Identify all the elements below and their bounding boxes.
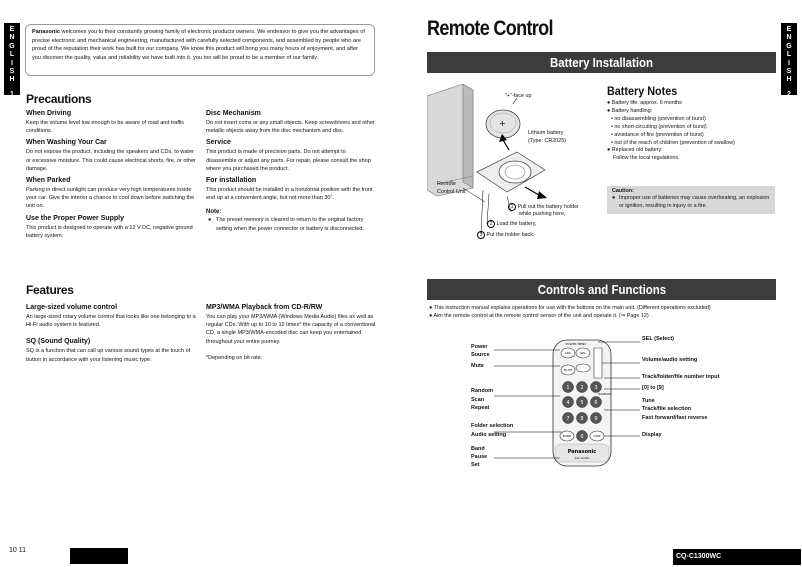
precaution-heading: For installation bbox=[206, 177, 257, 185]
remote-leader-lines bbox=[490, 336, 640, 476]
label-power: Power bbox=[471, 344, 488, 350]
model-number: CQ-C1300WC bbox=[673, 549, 801, 565]
step-number: 1 bbox=[508, 203, 516, 211]
key-1: 1 bbox=[566, 385, 570, 391]
intro-box bbox=[25, 24, 375, 76]
step-text: Put the holder back. bbox=[486, 232, 535, 238]
note-text: The preset memory is cleared to return to the original factory setting when the power connector or battery is disconnected. bbox=[216, 217, 364, 232]
face-up-label: "+"-face up bbox=[505, 93, 532, 99]
tab-letter: I bbox=[11, 59, 13, 67]
key-2: 2 bbox=[580, 385, 584, 391]
label-display: Display bbox=[642, 432, 662, 438]
bullet-item: ● Aim the remote control at the remote control sensor of the unit and operate it. (⇒ Page 12) bbox=[429, 313, 649, 320]
tab-letter: N bbox=[786, 34, 792, 42]
step-number: 2 bbox=[487, 220, 495, 228]
label-source: Source bbox=[471, 352, 490, 358]
tab-letter: S bbox=[9, 68, 15, 76]
step-2 bbox=[487, 220, 537, 228]
band-caption: BAND bbox=[562, 434, 572, 438]
note-item: ● Replaced old battery: bbox=[607, 147, 663, 154]
feature-text: You can play your MP3/WMA (Windows Media Audio) files as well as regular CDs. With up to 10 to 12 times* the capacity of a conventional CD, a single MP3/WMA-encoded disc can keep you entertained throughout your entire journey. bbox=[206, 314, 376, 345]
feature-heading: Large-sized volume control bbox=[26, 304, 118, 311]
remote-unit-illustration bbox=[427, 84, 473, 196]
tab-letter: N bbox=[9, 34, 15, 42]
feature-heading: MP3/WMA Playback from CD-R/RW bbox=[206, 304, 323, 311]
language-tab-left bbox=[4, 23, 20, 98]
tab-letter: S bbox=[786, 68, 792, 76]
model-caption: Car Audio bbox=[574, 456, 590, 460]
tab-letter: E bbox=[9, 26, 15, 33]
note-item: • no short-circuiting (prevention of burst) bbox=[611, 123, 707, 130]
remote-unit-label: Control Unit bbox=[437, 189, 466, 195]
leader-line bbox=[481, 190, 483, 234]
bullet-icon: ● bbox=[612, 195, 616, 202]
random-caption: RANDOM bbox=[598, 392, 612, 396]
precaution-text: This product should be installed in a horizontal position with the front end up at a convenient angle, but not more than 30˚. bbox=[206, 187, 373, 202]
precaution-heading: Service bbox=[206, 139, 231, 147]
label-folder-selection: Folder selection bbox=[471, 423, 514, 429]
feature-heading: SQ (Sound Quality) bbox=[26, 338, 91, 346]
leader-line bbox=[463, 188, 485, 202]
svg-text:+: + bbox=[499, 119, 506, 128]
note-item: ● Battery handling: bbox=[607, 107, 653, 114]
label-volume: Volume/audio setting bbox=[642, 357, 698, 363]
label-sel: SEL (Select) bbox=[642, 336, 674, 342]
key-8: 8 bbox=[580, 416, 584, 422]
feature-text: An large-sized rotary volume control that looks like one belonging to a Hi-Fi audio system is featured. bbox=[26, 314, 196, 329]
precaution-text: Do not expose the product, including the speakers and CDs, to water or excessive moisture. This could cause electrical shorts, fire, or other damage. bbox=[26, 149, 196, 172]
bullet-item: ● This instruction manual explains operations for use with the buttons on the main unit. (Different operations excluded) bbox=[429, 305, 711, 311]
note-item: • out of the reach of children (prevention of swallow) bbox=[611, 139, 735, 146]
tab-letter: G bbox=[786, 42, 792, 50]
footer-block bbox=[70, 548, 128, 564]
label-tune: Tune bbox=[642, 398, 655, 404]
caution-text: Improper use of batteries may cause overheating, an explosion or ignition, resulting in injury or a fire. bbox=[619, 195, 770, 209]
features-left-column bbox=[26, 300, 196, 364]
intro-text: welcomes you to their constantly growing family of electronic products owners. We endeavor to give you the advantages of precise electronic and mechanical engineering, manufactured with carefully selected components, and assembled by people who are proud of the reputation their work has built for our company. We know this product will bring you many hours of enjoyment, and after you discover the quality, value and reliability we have built into it, you too will be proud to be a member of our family. bbox=[32, 29, 365, 61]
tab-letter: G bbox=[9, 42, 15, 50]
note-item: Follow the local regulations. bbox=[613, 155, 680, 162]
step-1 bbox=[508, 203, 579, 211]
language-tab-right bbox=[781, 23, 797, 98]
key-5: 5 bbox=[580, 400, 584, 406]
remote-unit-label: Remote bbox=[437, 181, 456, 187]
battery-notes-title: Battery Notes bbox=[607, 84, 678, 98]
key-6: 6 bbox=[594, 400, 598, 406]
mute-caption: MUTE bbox=[563, 368, 573, 372]
battery-notes-list bbox=[607, 100, 777, 163]
label-0-to-9: [0] to [9] bbox=[642, 385, 664, 391]
lithium-label: Lithium battery bbox=[528, 130, 564, 136]
tab-letter: L bbox=[9, 51, 15, 59]
key-4: 4 bbox=[566, 400, 570, 406]
label-repeat: Repeat bbox=[471, 405, 490, 411]
power-caption: POWER MENU bbox=[565, 342, 587, 346]
sel-caption: SEL bbox=[580, 351, 586, 355]
label-fast-forward: Fast forward/fast reverse bbox=[642, 415, 708, 421]
label-number-input: Track/folder/file number input bbox=[642, 374, 720, 380]
battery-installation-bar bbox=[427, 52, 776, 73]
caution-label: Caution: bbox=[612, 188, 634, 194]
label-scan: Scan bbox=[471, 397, 485, 403]
label-set: Set bbox=[471, 462, 480, 468]
src-caption: SRC bbox=[565, 351, 571, 355]
step-number: 3 bbox=[477, 231, 485, 239]
label-mute: Mute bbox=[471, 363, 484, 369]
precaution-text: Do not insert coins or any small objects. Keep screwdrivers and other metallic objects away from the disc mechanism and disc. bbox=[206, 120, 375, 135]
note-item: • no disassembling (prevention of burst) bbox=[611, 115, 706, 122]
label-band: Band bbox=[471, 446, 485, 452]
key-9: 9 bbox=[594, 416, 598, 422]
battery-type-label: (Type: CR2025) bbox=[528, 138, 567, 144]
note-item: • avoidance of fire (prevention of burst) bbox=[611, 131, 704, 138]
note-label: Note: bbox=[206, 209, 222, 216]
caution-box bbox=[607, 186, 775, 214]
caution-row bbox=[612, 195, 770, 210]
footnote: *Depending on bit rate. bbox=[206, 354, 263, 361]
precautions-title: Precautions bbox=[26, 92, 92, 106]
precautions-left-column bbox=[26, 106, 196, 240]
precaution-text: This product is designed to operate with a 12 V DC, negative ground battery system. bbox=[26, 224, 193, 239]
note-item: ● Battery life: approx. 6 months bbox=[607, 100, 682, 106]
features-title: Features bbox=[26, 283, 74, 297]
brand-caption: Panasonic bbox=[567, 449, 597, 455]
section-bar-label: Controls and Functions bbox=[537, 282, 666, 297]
tab-letter: H bbox=[786, 76, 792, 84]
feature-text: SQ is a function that can call up various sound types at the touch of button in accordance with your listening music type. bbox=[26, 348, 191, 363]
step-text: Load the battery, bbox=[496, 221, 537, 227]
key-3: 3 bbox=[594, 385, 598, 391]
step-text: Pull out the battery holder bbox=[517, 204, 579, 210]
step-1-continued: while pushing here, bbox=[519, 211, 566, 217]
precaution-heading: Use the Proper Power Supply bbox=[26, 214, 125, 222]
tab-letter: H bbox=[9, 76, 15, 84]
precaution-text: This product is made of precision parts. Do not attempt to disassemble or adjust any parts. For repair, please consult the shop where you purchased the product. bbox=[206, 149, 371, 172]
tab-letter: L bbox=[786, 51, 792, 59]
coin-battery-illustration bbox=[486, 98, 520, 138]
precaution-heading: When Parked bbox=[26, 177, 71, 185]
tab-letter: I bbox=[788, 59, 790, 67]
brand-name: Panasonic bbox=[32, 29, 60, 35]
remote-control-title: Remote Control bbox=[427, 17, 553, 40]
controls-bullets bbox=[429, 304, 779, 321]
tab-letter: E bbox=[786, 26, 792, 33]
section-bar-label: Battery Installation bbox=[550, 55, 653, 70]
bullet-icon: ● bbox=[208, 217, 212, 224]
precaution-heading: Disc Mechanism bbox=[206, 110, 261, 117]
label-audio-setting: Audio setting bbox=[471, 432, 507, 438]
disp-caption: DISP bbox=[593, 434, 601, 438]
key-7: 7 bbox=[566, 416, 570, 422]
tab-page-number: 2 bbox=[787, 90, 791, 98]
tab-page-number: 1 bbox=[10, 90, 14, 98]
precaution-heading: When Driving bbox=[26, 110, 72, 117]
controls-functions-bar bbox=[427, 279, 776, 300]
key-0: 0 bbox=[580, 434, 584, 440]
precaution-text: Keep the volume level low enough to be aware of road and traffic conditions. bbox=[26, 120, 185, 135]
precautions-right-column bbox=[206, 106, 376, 233]
step-3 bbox=[477, 231, 534, 239]
features-right-column bbox=[206, 300, 376, 362]
note-row bbox=[206, 216, 376, 232]
precaution-text: Parking in direct sunlight can produce very high temperatures inside your car. Give the interior a chance to cool down before switching the unit on. bbox=[26, 187, 195, 210]
precaution-heading: When Washing Your Car bbox=[26, 139, 107, 147]
label-random: Random bbox=[471, 388, 493, 394]
page-numbers: 10 11 bbox=[9, 547, 26, 554]
label-track-selection: Track/file selection bbox=[642, 406, 692, 412]
label-pause: Pause bbox=[471, 454, 488, 460]
